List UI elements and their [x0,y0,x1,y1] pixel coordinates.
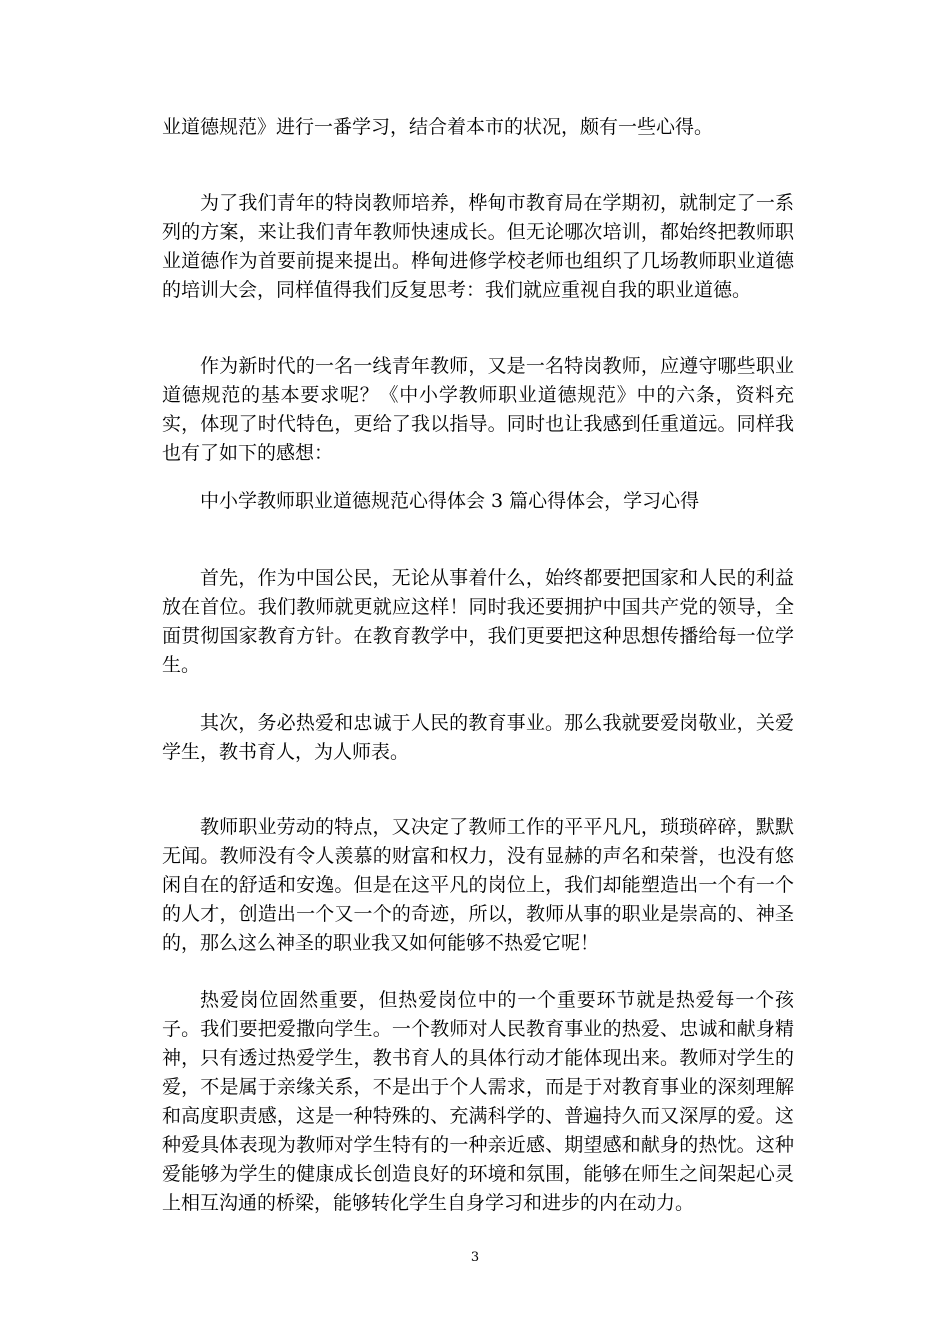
paragraph-new-era-teacher: 作为新时代的一名一线青年教师，又是一名特岗教师，应遵守哪些职业道德规范的基本要求呢？《中小学教师职业道德规范》中的六条，资料充实，体现了时代特色，更给了我以指导。同时也让我感到任重道远。同样我也有了如下的感想： [162,355,794,464]
paragraph-training: 为了我们青年的特岗教师培养，桦甸市教育局在学期初，就制定了一系列的方案，来让我们青年教师快速成长。但无论哪次培训，都始终把教师职业道德作为首要前提来提出。桦甸进修学校老师也组织了几场教师职业道德的培训大会，同样值得我们反复思考：我们就应重视自我的职业道德。 [162,192,794,301]
paragraph-second: 其次，务必热爱和忠诚于人民的教育事业。那么我就要爱岗敬业，关爱学生，教书育人，为人师表。 [162,712,794,763]
paragraph-love-students: 热爱岗位固然重要，但热爱岗位中的一个重要环节就是热爱每一个孩子。我们要把爱撒向学生。一个教师对人民教育事业的热爱、忠诚和献身精神，只有透过热爱学生，教书育人的具体行动才能体现出来。教师对学生的爱，不是属于亲缘关系，不是出于个人需求，而是于对教育事业的深刻理解和高度职责感，这是一种特殊的、充满科学的、普遍持久而又深厚的爱。这种爱具体表现为教师对学生特有的一种亲近感、期望感和献身的热忱。这种爱能够为学生的健康成长创造良好的环境和氛围，能够在师生之间架起心灵上相互沟通的桥梁，能够转化学生自身学习和进步的内在动力。 [162,989,794,1214]
paragraph-first: 首先，作为中国公民，无论从事着什么，始终都要把国家和人民的利益放在首位。我们教师就更就应这样！同时我还要拥护中国共产党的领导，全面贯彻国家教育方针。在教育教学中，我们更要把这种思想传播给每一位学生。 [162,567,794,676]
paragraph-continuation: 业道德规范》进行一番学习，结合着本市的状况，颇有一些心得。 [162,116,714,138]
paragraph-subtitle: 中小学教师职业道德规范心得体会 3 篇心得体会，学习心得 [200,490,700,512]
paragraph-teacher-work: 教师职业劳动的特点，又决定了教师工作的平平凡凡，琐琐碎碎，默默无闻。教师没有令人羡慕的财富和权力，没有显赫的声名和荣誉，也没有悠闲自在的舒适和安逸。但是在这平凡的岗位上，我们却能塑造出一个有一个的人才，创造出一个又一个的奇迹，所以，教师从事的职业是崇高的、神圣的，那么这么神圣的职业我又如何能够不热爱它呢！ [162,816,794,954]
page-number: 3 [470,1250,480,1265]
